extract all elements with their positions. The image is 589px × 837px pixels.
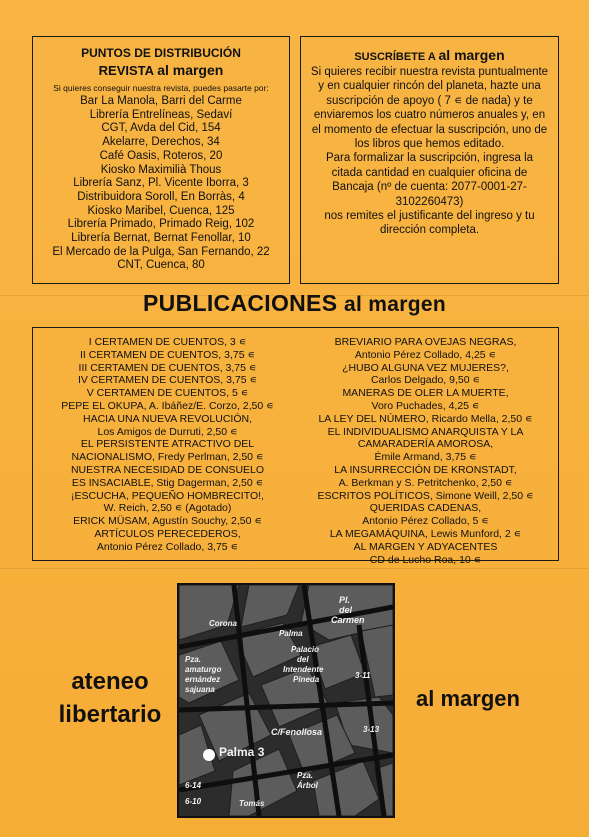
- map-label: del: [339, 605, 353, 615]
- map-label: 3-11: [355, 671, 371, 680]
- list-item: LA INSURRECCIÓN DE KRONSTADT,: [334, 463, 517, 476]
- subtitle-prefix: REVISTA: [98, 63, 154, 78]
- map-label: Palacio: [291, 645, 320, 654]
- list-item: Distribuidora Soroll, En Borràs, 4: [77, 190, 245, 203]
- list-item: Librería Primado, Primado Reig, 102: [67, 218, 255, 231]
- list-item: I CERTAMEN DE CUENTOS, 3 ∊: [88, 336, 247, 348]
- map-label: Intendente: [283, 665, 324, 674]
- list-item: Librería Sanz, Pl. Vicente Iborra, 3: [73, 177, 249, 190]
- distribution-list: [39, 95, 283, 273]
- distribution-title: PUNTOS DE DISTRIBUCIÓN: [81, 46, 241, 60]
- list-item: ARTÍCULOS PERECEDEROS,: [94, 527, 241, 540]
- list-item: Librería Entrelíneas, Sedaví: [89, 108, 233, 121]
- list-item: El Mercado de la Pulga, San Fernando, 22: [52, 245, 270, 258]
- brand-name: al margen: [344, 293, 446, 316]
- list-item: ESCRITOS POLÍTICOS, Simone Weill, 2,50 ∊: [317, 489, 534, 502]
- ateneo-libertario-title: [40, 665, 180, 731]
- list-item: IV CERTAMEN DE CUENTOS, 3,75 ∊: [77, 374, 258, 387]
- publications-right-column: [303, 336, 548, 566]
- fold-line: [0, 568, 589, 569]
- distribution-subtitle: [39, 61, 283, 80]
- list-item: LA LEY DEL NÚMERO, Ricardo Mella, 2,50 ∊: [318, 412, 533, 425]
- list-item: NACIONALISMO, Fredy Perlman, 2,50 ∊: [71, 451, 264, 464]
- text-line: suscripción de apoyo ( 7 ∊ de nada) y te: [326, 94, 533, 107]
- map-label: Carmen: [331, 615, 365, 625]
- subscription-text: [307, 65, 552, 238]
- text-line: nos remites el justificante del ingreso y tu: [324, 210, 535, 223]
- list-item: Bar La Manola, Barri del Carme: [80, 95, 242, 107]
- list-item: LA MEGAMÁQUINA, Lewis Munford, 2 ∊: [329, 527, 522, 540]
- map-label: Corona: [209, 619, 237, 628]
- list-item: BREVIARIO PARA OVEJAS NEGRAS,: [334, 336, 517, 348]
- map-label: sajuana: [185, 685, 215, 694]
- publications-box: [32, 327, 559, 566]
- map-label: C/Fenollosa: [271, 727, 323, 737]
- heading-prefix: PUBLICACIONES: [143, 290, 338, 316]
- subscription-title-prefix: SUSCRÍBETE A: [354, 51, 436, 63]
- list-item: ERICK MÜSAM, Agustín Souchy, 2,50 ∊: [73, 515, 262, 528]
- map-label: 6-14: [185, 781, 202, 790]
- map-label: Árbol: [297, 781, 318, 790]
- list-item: QUERIDAS CADENAS,: [369, 502, 482, 515]
- map-label: Palma 3: [219, 745, 265, 759]
- distribution-intro: Si quieres conseguir nuestra revista, puedes pasarte por:: [53, 83, 269, 93]
- list-item: CD de Lucho Roa, 10 ∊: [369, 553, 482, 566]
- list-item: Café Oasis, Roteros, 20: [99, 149, 223, 162]
- map-label: Tomás: [239, 799, 265, 808]
- map-label: ernández: [185, 675, 221, 684]
- map-label: amaturgo: [185, 665, 222, 674]
- list-item: HACIA UNA NUEVA REVOLUCIÓN,: [82, 412, 252, 425]
- list-item: V CERTAMEN DE CUENTOS, 5 ∊: [86, 387, 249, 400]
- text-line: dirección completa.: [379, 224, 480, 237]
- list-item: Antonio Pérez Collado, 3,75 ∊: [96, 540, 239, 553]
- list-item: NUESTRA NECESIDAD DE CONSUELO: [70, 463, 265, 476]
- list-item: ¿HUBO ALGUNA VEZ MUJERES?,: [342, 361, 509, 374]
- text-line: enviaremos los cuatro números anuales y, en: [313, 109, 546, 122]
- list-item: Librería Bernat, Bernat Fenollar, 10: [71, 232, 251, 245]
- location-marker-icon: [203, 749, 215, 761]
- list-item: ES INSACIABLE, Stig Dagerman, 2,50 ∊: [71, 476, 264, 489]
- list-item: III CERTAMEN DE CUENTOS, 3,75 ∊: [78, 361, 257, 374]
- map-label: 6-10: [185, 797, 202, 806]
- map-label: 3-13: [363, 725, 380, 734]
- text-line: Si quieres recibir nuestra revista puntualmente: [310, 66, 549, 78]
- list-item: A. Berkman y S. Petritchenko, 2,50 ∊: [338, 476, 513, 489]
- ateneo-word: ateneo: [71, 668, 149, 695]
- list-item: MANERAS DE OLER LA MUERTE,: [342, 387, 509, 400]
- brand-name: al margen: [438, 47, 505, 63]
- list-item: Los Amigos de Durruti, 2,50 ∊: [97, 425, 238, 438]
- list-item: AL MARGEN Y ADYACENTES: [353, 540, 498, 553]
- brand-name: al margen: [157, 62, 224, 78]
- map-label: Pza.: [185, 655, 202, 664]
- publications-heading: [0, 290, 589, 317]
- list-item: CGT, Avda del Cid, 154: [101, 122, 221, 135]
- text-line: 3102260473): [395, 195, 464, 208]
- list-item: Voro Puchades, 4,25 ∊: [371, 399, 480, 412]
- list-item: W. Reich, 2,50 ∊ (Agotado): [103, 502, 232, 515]
- list-item: Antonio Pérez Collado, 4,25 ∊: [354, 348, 497, 361]
- list-item: CAMARADERÍA AMOROSA,: [357, 438, 494, 451]
- text-line: citada cantidad en cualquier oficina de: [331, 166, 528, 179]
- map-label: Pineda: [293, 675, 320, 684]
- list-item: Kiosko Maximilià Thous: [100, 163, 222, 176]
- list-item: Carlos Delgado, 9,50 ∊: [370, 374, 481, 387]
- subscription-box: [300, 36, 559, 284]
- distribution-box: [32, 36, 290, 284]
- list-item: Émile Armand, 3,75 ∊: [374, 451, 477, 464]
- location-map: [177, 583, 395, 818]
- text-line: Bancaja (nº de cuenta: 2077-0001-27-: [332, 181, 527, 194]
- footer-brand: al margen: [416, 686, 520, 711]
- list-item: ¡ESCUCHA, PEQUEÑO HOMBRECITO!,: [71, 489, 264, 502]
- publications-left-column: [55, 336, 280, 554]
- text-line: los libros que hemos editado.: [354, 138, 505, 151]
- text-line: Para formalizar la suscripción, ingresa la: [325, 152, 534, 165]
- list-item: EL PERSISTENTE ATRACTIVO DEL: [80, 438, 255, 451]
- map-label: Pza.: [297, 771, 314, 780]
- list-item: II CERTAMEN DE CUENTOS, 3,75 ∊: [80, 348, 255, 361]
- libertario-word: libertario: [58, 701, 162, 728]
- list-item: EL INDIVIDUALISMO ANARQUISTA Y LA: [327, 425, 524, 438]
- map-label: del: [297, 655, 309, 664]
- subscription-title: [307, 47, 552, 65]
- list-item: Kiosko Maribel, Cuenca, 125: [87, 204, 235, 217]
- list-item: PEPE EL OKUPA, A. Ibáñez/E. Corzo, 2,50 ∊: [61, 399, 274, 412]
- map-label: Pl.: [339, 595, 351, 605]
- map-label: Palma: [279, 629, 303, 638]
- text-line: y en cualquier rincón del planeta, hazte una: [318, 80, 541, 93]
- list-item: Antonio Pérez Collado, 5 ∊: [362, 515, 489, 528]
- list-item: CNT, Cuenca, 80: [117, 259, 205, 272]
- list-item: Akelarre, Derechos, 34: [102, 136, 220, 149]
- text-line: el momento de efectuar la suscripción, uno de: [311, 123, 548, 136]
